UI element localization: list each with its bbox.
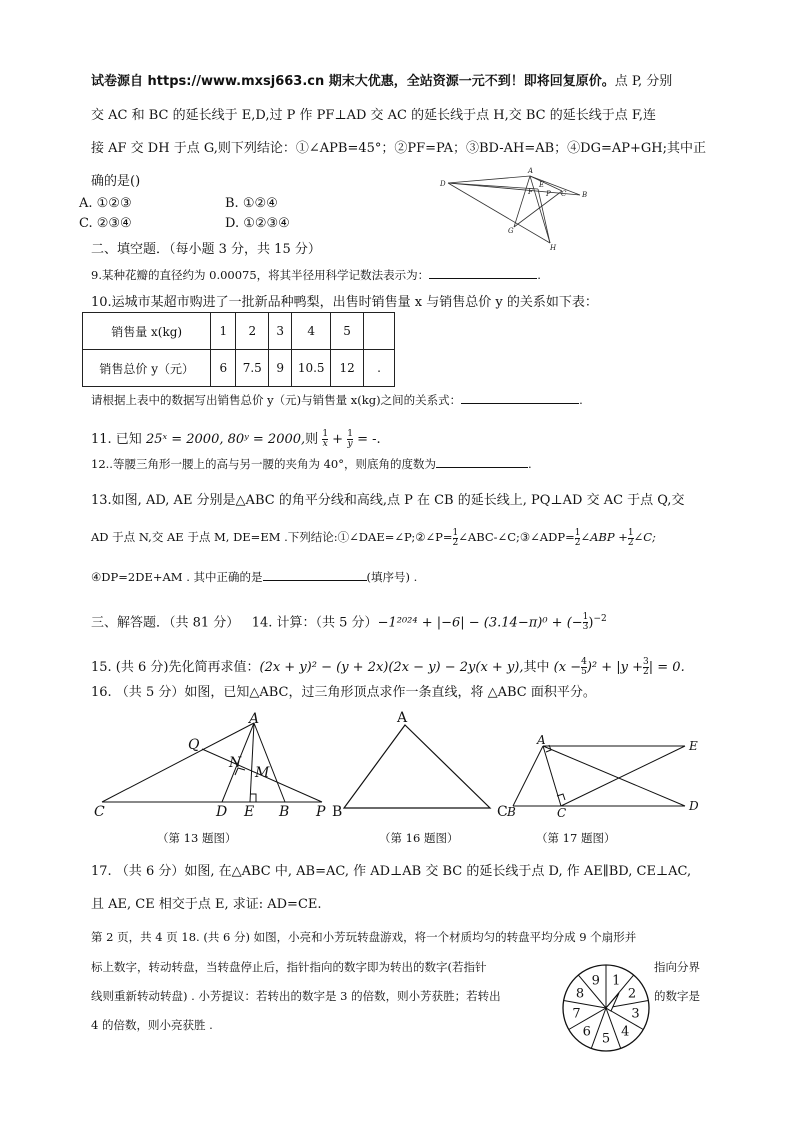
- table-cell: .: [364, 350, 395, 387]
- q13-frac-half-1: 1 2: [452, 527, 459, 548]
- table-cell: 10.5: [292, 350, 331, 387]
- q8-line3: 接 AF 交 DH 于点 G,则下列结论：①∠APB=45°；②PF=PA；③BD-AH=AB；④DG=AP+GH;其中正: [91, 141, 706, 156]
- q18-line2b: 指向分界: [654, 960, 700, 974]
- fig17-label-d: D: [689, 799, 699, 813]
- q18-line2a: 标上数字，转动转盘，当转盘停止后，指针指向的数字即为转出的数字(若指针: [91, 960, 487, 974]
- table-header-cell: 销售量 x(kg): [83, 313, 211, 350]
- q8-label-b: B: [582, 191, 588, 199]
- table-cell: [364, 313, 395, 350]
- q17-line1: 17. （共 6 分）如图, 在△ABC 中, AB=AC, 作 AD⊥AB 交 BC 的延长线于点 D, 作 AE∥BD, CE⊥AC,: [91, 864, 692, 879]
- q15: 15. (共 6 分)先化简再求值：(2x + y)² − (y + 2x)(2x − y) − 2y(x + y),其中 (x − 4 5)² + |y + 3 2| = 0.: [91, 657, 685, 677]
- q8-option-a: A. ①②③: [79, 196, 132, 211]
- spinner-number: 4: [621, 1024, 630, 1040]
- q15-frac-4-5: 4 5: [581, 657, 587, 677]
- fig17-label-c: C: [557, 806, 567, 820]
- spinner-number: 1: [612, 973, 621, 989]
- fig17-label-a: A: [537, 733, 546, 747]
- q17-line2: 且 AE, CE 相交于点 E, 求证: AD=CE.: [91, 897, 322, 912]
- fig16-label-a: A: [397, 710, 408, 726]
- q14-frac-third: 1 3: [582, 612, 589, 633]
- fig13-label-n: N: [229, 755, 242, 771]
- table-cell: 6: [211, 350, 236, 387]
- q13-line3: ④DP=2DE+AM . 其中正确的是 (填序号) .: [91, 570, 418, 584]
- spinner-wheel: [561, 963, 651, 1053]
- q13-answer-blank: [263, 568, 367, 581]
- q8-option-b: B. ①②④: [225, 196, 278, 211]
- fig16-label-c: C: [497, 804, 508, 820]
- fig17: [505, 732, 715, 820]
- section-solve: 三、解答题．（共 81 分）: [91, 615, 240, 631]
- spinner-number: 5: [601, 1031, 611, 1047]
- table-cell: 3: [269, 313, 292, 350]
- spinner-number: 9: [591, 973, 600, 989]
- spinner-number: 2: [627, 986, 637, 1002]
- q12-answer-blank: [436, 455, 528, 468]
- q9: 9.某种花瓣的直径约为 0.00075，将其半径用科学记数法表示为： .: [91, 268, 541, 282]
- q15-frac-3-2: 3 2: [643, 657, 649, 677]
- q12: 12..等腰三角形一腰上的高与另一腰的夹角为 40°，则底角的度数为 .: [91, 457, 532, 471]
- q8-label-h: H: [550, 244, 557, 252]
- q8-line4: 确的是(): [91, 174, 141, 189]
- q10-answer-blank: [461, 391, 579, 404]
- q8-option-c: C. ②③④: [79, 216, 132, 231]
- table-cell: 1: [211, 313, 236, 350]
- q18-line3b: 的数字是: [654, 989, 700, 1003]
- q18-line1: 第 2 页，共 4 页 18. (共 6 分) 如图，小亮和小芳玩转盘游戏，将一个材质均匀的转盘平均分成 9 个扇形并: [91, 930, 637, 944]
- q11: 11. 已知 25ˣ = 2000, 80ʸ = 2000,则 $\frac{1}{x}$ + $\frac{1}{y}$ = -.: [91, 429, 381, 449]
- q8-label-e: E: [539, 181, 545, 189]
- q9-answer-blank: [429, 266, 537, 279]
- fig13-label-b: B: [279, 804, 290, 820]
- q10-table: [82, 312, 395, 387]
- section-fill-in: 二、填空题．（每小题 3 分，共 15 分）: [91, 242, 321, 257]
- fig17-label-e: E: [689, 739, 698, 753]
- fig17-label-b: B: [507, 805, 516, 819]
- spinner-number: 3: [631, 1006, 640, 1022]
- q8-label-f: F: [528, 188, 533, 196]
- q16: 16. （共 5 分）如图，已知△ABC，过三角形顶点求作一条直线，将 △ABC 面积平分。: [91, 685, 596, 700]
- q11-frac-x: $\frac{1}{x}$: [322, 429, 329, 449]
- q8-figure: [430, 165, 600, 250]
- spinner-number: 7: [572, 1006, 581, 1022]
- fig16-caption: （第 16 题图）: [379, 831, 459, 845]
- q14-line: 三、解答题．（共 81 分） 14. 计算：（共 5 分）−1²⁰²⁴ + |−6| − (3.14−π)⁰ + (− 1 3)$^{-2}$: [91, 612, 607, 633]
- q10-ask: 请根据上表中的数据写出销售总价 y（元)与销售量 x(kg)之间的关系式： .: [91, 393, 583, 407]
- q8-label-d: D: [440, 180, 446, 188]
- fig13-label-d: D: [216, 804, 228, 820]
- table-cell: 9: [269, 350, 292, 387]
- q13-line1: 13.如图, AD, AE 分别是△ABC 的角平分线和高线,点 P 在 CB 的延长线上, PQ⊥AD 交 AC 于点 Q,交: [91, 493, 685, 508]
- ad-banner: 试卷源自 https://www.mxsj663.cn 期末大优惠，全站资源一元不到！即将回复原价。: [91, 74, 615, 89]
- table-cell: 5: [331, 313, 364, 350]
- spinner-number: 8: [575, 986, 585, 1002]
- fig13: [92, 711, 332, 825]
- q8-label-c: C: [561, 190, 567, 198]
- spinner-number: 6: [582, 1024, 591, 1040]
- table-cell: 2: [236, 313, 269, 350]
- fig16-label-b: B: [332, 804, 343, 820]
- q8-line2: 交 AC 和 BC 的延长线于 E,D,过 P 作 PF⊥AD 交 AC 的延长线于点 H,交 BC 的延长线于点 F,连: [91, 108, 656, 123]
- q10-intro: 10.运城市某超市购进了一批新品种鸭梨，出售时销售量 x 与销售总价 y 的关系如下表：: [91, 295, 598, 310]
- q11-frac-y: $\frac{1}{y}$: [347, 429, 353, 449]
- fig13-caption: （第 13 题图）: [157, 831, 237, 845]
- table-header-cell: 销售总价 y（元）: [83, 350, 211, 387]
- q8-option-d: D. ①②③④: [225, 216, 290, 231]
- table-cell: 7.5: [236, 350, 269, 387]
- q18-line4: 4 的倍数，则小亮获胜 .: [91, 1018, 213, 1032]
- q13-frac-half-3: 1 2: [627, 527, 634, 548]
- q8-label-p: P: [546, 190, 551, 198]
- fig13-label-m: M: [255, 765, 270, 781]
- fig16: [330, 710, 515, 820]
- q18-line3a: 线则重新转动转盘) . 小芳提议：若转出的数字是 3 的倍数，则小芳获胜；若转出: [91, 989, 501, 1003]
- q13-line2: AD 于点 N,交 AE 于点 M, DE=EM .下列结论:①∠DAE=∠P;②∠P= 1 2∠ABC-∠C;③∠ADP= 1 2∠ABP + 1 2∠C;: [91, 527, 656, 548]
- q13-frac-half-2: 1 2: [574, 527, 581, 548]
- table-cell: 12: [331, 350, 364, 387]
- fig13-label-a: A: [249, 711, 260, 727]
- q8-label-a: A: [528, 167, 534, 175]
- table-row: [83, 350, 395, 387]
- table-cell: 4: [292, 313, 331, 350]
- fig13-label-c: C: [94, 804, 105, 820]
- fig17-caption: （第 17 题图）: [536, 831, 616, 845]
- fig13-label-q: Q: [188, 737, 200, 753]
- fig13-label-e: E: [244, 804, 255, 820]
- q8-label-g: G: [508, 227, 514, 235]
- q8-line1: 试卷源自 https://www.mxsj663.cn 期末大优惠，全站资源一元不到！即将回复原价。点 P, 分别: [91, 74, 673, 89]
- table-row: [83, 313, 395, 350]
- fig13-label-p: P: [316, 804, 326, 820]
